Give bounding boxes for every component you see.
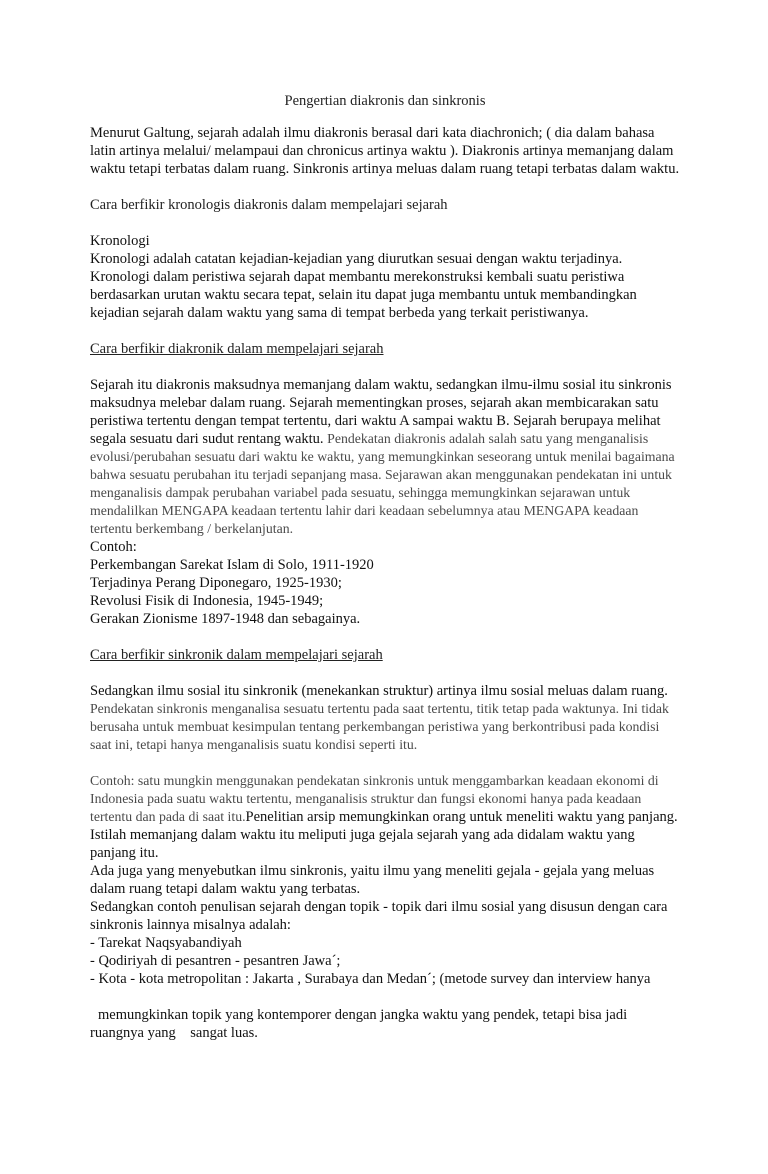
contoh-item: Revolusi Fisik di Indonesia, 1945-1949; bbox=[90, 593, 324, 609]
contoh-item: Terjadinya Perang Diponegaro, 1925-1930; bbox=[90, 575, 342, 591]
sinkronik-pendekatan-text: Pendekatan sinkronis menganalisa sesuatu tertentu pada saat tertentu, titik tetap pada waktunya. Ini tidak berusaha untuk membuat kesimpulan tentang perkembangan peristiwa yang berkontribusi pada kondisi saat ini, tetapi hanya menganalisis suatu kondisi seperti itu. bbox=[90, 701, 669, 752]
contoh2-paragraph bbox=[90, 772, 680, 826]
document-page bbox=[90, 92, 680, 1042]
sedangkan-contoh-paragraph: Sedangkan contoh penulisan sejarah dengan topik - topik dari ilmu sosial yang disusun dengan cara sinkronis lainnya misalnya adalah: bbox=[90, 899, 668, 933]
list-item: - Kota - kota metropolitan : Jakarta , Surabaya dan Medan´; (metode survey dan interview hanya bbox=[90, 971, 651, 987]
diakronik-paragraph bbox=[90, 376, 680, 538]
diakronik-pendekatan-text: Pendekatan diakronis adalah salah satu yang menganalisis evolusi/perubahan sesuatu dari waktu ke waktu, yang memungkinkan seseorang untuk menilai bagaimana bahwa sesuatu perubahan itu terjadi sepanjang masa. Sejarawan akan menggunakan pendekatan ini untuk menganalisis dampak perubahan variabel pada sesuatu, sehingga memungkinkan sejarawan untuk mendalilkan MENGAPA keadaan tertentu lahir dari keadaan sebelumnya atau MENGAPA keadaan tertentu berkembang / berkelanjutan. bbox=[90, 431, 675, 536]
closing-line: ruangnya yang sangat luas. bbox=[90, 1025, 258, 1041]
list-item: - Tarekat Naqsyabandiyah bbox=[90, 935, 242, 951]
section-heading-diakronik: Cara berfikir diakronik dalam mempelajari sejarah bbox=[90, 341, 384, 357]
intro-paragraph: Menurut Galtung, sejarah adalah ilmu diakronis berasal dari kata diachronich; ( dia dalam bahasa latin artinya melalui/ melampaui dan chronicus artinya waktu ). Diakronis artinya memanjang dalam waktu tetapi terbatas dalam ruang. Sinkronis artinya meluas dalam ruang tetapi terbatas dalam waktu. bbox=[90, 125, 680, 177]
istilah-paragraph: Istilah memanjang dalam waktu itu meliputi juga gejala sejarah yang ada didalam waktu yang panjang itu. bbox=[90, 827, 635, 861]
closing-line: memungkinkan topik yang kontemporer dengan jangka waktu yang pendek, tetapi bisa jadi bbox=[98, 1007, 628, 1023]
penelitian-text: Penelitian arsip memungkinkan orang untuk meneliti waktu yang panjang. bbox=[245, 809, 678, 825]
sinkronik-paragraph bbox=[90, 682, 680, 754]
list-item: - Qodiriyah di pesantren - pesantren Jawa´; bbox=[90, 953, 341, 969]
kronologi-definition: Kronologi adalah catatan kejadian-kejadian yang diurutkan sesuai dengan waktu terjadinya. bbox=[90, 251, 623, 267]
contoh2-text: Contoh: satu mungkin menggunakan pendekatan sinkronis untuk menggambarkan keadaan ekonomi di Indonesia pada suatu waktu tertentu, menganalisis struktur dan fungsi ekonomi hanya pada keadaan tertentu dan pada di saat itu. bbox=[90, 773, 659, 824]
section-heading-kronologis: Cara berfikir kronologis diakronis dalam mempelajari sejarah bbox=[90, 197, 448, 213]
contoh-label: Contoh: bbox=[90, 539, 137, 555]
diakronik-text: Sejarah itu diakronis maksudnya memanjang dalam waktu, sedangkan ilmu-ilmu sosial itu sinkronis maksudnya melebar dalam ruang. Sejarah mementingkan proses, sejarah akan membicarakan satu peristiwa tertentu dengan tempat tertentu, dari waktu A sampai waktu B. Sejarah berupaya melihat segala sesuatu dari sudut rentang waktu. bbox=[90, 377, 672, 447]
kronologi-paragraph: Kronologi dalam peristiwa sejarah dapat membantu merekonstruksi kembali suatu peristiwa berdasarkan urutan waktu secara tepat, selain itu dapat juga membantu untuk membandingkan kejadian sejarah dalam waktu yang sama di tempat berbeda yang terkait peristiwanya. bbox=[90, 269, 637, 321]
contoh-item: Perkembangan Sarekat Islam di Solo, 1911-1920 bbox=[90, 557, 374, 573]
contoh-item: Gerakan Zionisme 1897-1948 dan sebagainya. bbox=[90, 611, 361, 627]
document-title: Pengertian diakronis dan sinkronis bbox=[284, 93, 486, 109]
sinkronik-text: Sedangkan ilmu sosial itu sinkronik (menekankan struktur) artinya ilmu sosial meluas dalam ruang. bbox=[90, 683, 668, 699]
ada-juga-paragraph: Ada juga yang menyebutkan ilmu sinkronis, yaitu ilmu yang meneliti gejala - gejala yang meluas dalam ruang tetapi dalam waktu yang terbatas. bbox=[90, 863, 655, 897]
section-heading-sinkronik: Cara berfikir sinkronik dalam mempelajari sejarah bbox=[90, 647, 383, 663]
kronologi-label: Kronologi bbox=[90, 233, 150, 249]
